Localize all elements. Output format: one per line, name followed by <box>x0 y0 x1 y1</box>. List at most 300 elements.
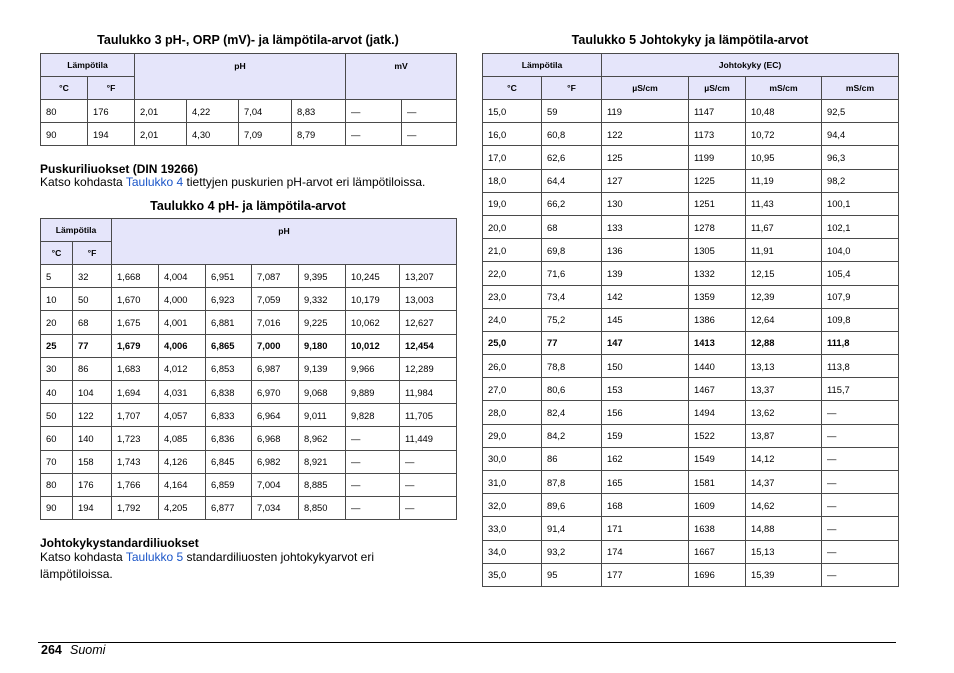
table-cell: 12,39 <box>746 285 822 308</box>
table3-celsius-header: °C <box>41 77 88 100</box>
table4-temp-header: Lämpötila <box>41 219 112 242</box>
table-cell: 21,0 <box>483 239 542 262</box>
table-cell: 10 <box>41 288 73 311</box>
table-cell: 1,675 <box>112 311 159 334</box>
table-cell: 1494 <box>689 401 746 424</box>
table-cell: 1696 <box>689 563 746 586</box>
table-row <box>483 401 899 424</box>
table-row <box>483 355 899 378</box>
table-cell: — <box>346 473 400 496</box>
table-cell: 78,8 <box>542 355 602 378</box>
table-cell: 30,0 <box>483 447 542 470</box>
table-cell: 142 <box>602 285 689 308</box>
table-row <box>41 473 457 496</box>
table-cell: 9,828 <box>346 404 400 427</box>
table-cell: 1440 <box>689 355 746 378</box>
table-row <box>41 450 457 473</box>
table-cell: 93,2 <box>542 540 602 563</box>
table-cell: 33,0 <box>483 517 542 540</box>
table-row <box>41 288 457 311</box>
table-cell: 50 <box>41 404 73 427</box>
table-cell: 7,087 <box>252 265 299 288</box>
table-cell: 174 <box>602 540 689 563</box>
table-cell: 94,4 <box>822 123 899 146</box>
table-cell: 6,838 <box>206 380 252 403</box>
table4-fahrenheit-header: °F <box>73 242 112 265</box>
table-cell: — <box>346 450 400 473</box>
table-cell: 35,0 <box>483 563 542 586</box>
table-row <box>41 357 457 380</box>
table-cell: 1,683 <box>112 357 159 380</box>
table-cell: 60,8 <box>542 123 602 146</box>
table-cell: 50 <box>73 288 112 311</box>
conductivity-heading: Johtokykystandardiliuokset <box>40 536 199 550</box>
table-cell: 4,057 <box>159 404 206 427</box>
table-cell: 7,004 <box>252 473 299 496</box>
table-cell: 26,0 <box>483 355 542 378</box>
table4-body <box>41 265 457 520</box>
table-cell: 139 <box>602 262 689 285</box>
table-cell: 15,13 <box>746 540 822 563</box>
table-cell: 6,951 <box>206 265 252 288</box>
table-row <box>483 331 899 354</box>
table-cell: 80 <box>41 473 73 496</box>
table3-caption: Taulukko 3 pH-, ORP (mV)- ja lämpötila-arvot (jatk.) <box>97 33 399 47</box>
table-row <box>41 123 457 146</box>
table-cell: 60 <box>41 427 73 450</box>
table-cell: 1,723 <box>112 427 159 450</box>
table-cell: 9,395 <box>299 265 346 288</box>
table5-link[interactable]: Taulukko 5 <box>125 550 184 564</box>
table3-temp-header: Lämpötila <box>41 54 135 77</box>
table-cell: 1638 <box>689 517 746 540</box>
table-cell: 136 <box>602 239 689 262</box>
buffers-heading: Puskuriliuokset (DIN 19266) <box>40 162 199 176</box>
table-cell: 4,22 <box>187 100 239 123</box>
table-cell: 34,0 <box>483 540 542 563</box>
table-cell: — <box>822 494 899 517</box>
table-cell: 13,62 <box>746 401 822 424</box>
table-cell: — <box>822 540 899 563</box>
table-cell: 4,000 <box>159 288 206 311</box>
footer-divider <box>38 642 896 643</box>
table-cell: 1278 <box>689 215 746 238</box>
table-cell: 69,8 <box>542 239 602 262</box>
table-cell: 82,4 <box>542 401 602 424</box>
table-cell: 14,12 <box>746 447 822 470</box>
table-cell: 10,72 <box>746 123 822 146</box>
table-cell: 64,4 <box>542 169 602 192</box>
table-cell: 12,88 <box>746 331 822 354</box>
table-cell: 7,059 <box>252 288 299 311</box>
table-cell: 7,000 <box>252 334 299 357</box>
table-cell: 32 <box>73 265 112 288</box>
table-row <box>41 380 457 403</box>
conductivity-text-after: standardiliuosten johtokykyarvot eri <box>183 550 374 564</box>
table-cell: 6,877 <box>206 496 252 519</box>
table-cell: 11,91 <box>746 239 822 262</box>
table-cell: 1413 <box>689 331 746 354</box>
table5-temp-header: Lämpötila <box>483 54 602 77</box>
table3-body <box>41 100 457 146</box>
table-cell: 91,4 <box>542 517 602 540</box>
table-cell: 77 <box>542 331 602 354</box>
table-cell: 168 <box>602 494 689 517</box>
table-cell: — <box>822 447 899 470</box>
table-cell: 4,004 <box>159 265 206 288</box>
table5-unit-header: µS/cm <box>602 77 689 100</box>
table4 <box>40 218 457 520</box>
table-cell: 77 <box>73 334 112 357</box>
table-cell: 1,679 <box>112 334 159 357</box>
table-row <box>41 496 457 519</box>
table-row <box>483 378 899 401</box>
table4-link[interactable]: Taulukko 4 <box>125 175 184 189</box>
table-cell: 145 <box>602 308 689 331</box>
table-cell: 86 <box>542 447 602 470</box>
table-cell: 156 <box>602 401 689 424</box>
table-cell: 1,707 <box>112 404 159 427</box>
table-cell: 1,792 <box>112 496 159 519</box>
table-cell: 1199 <box>689 146 746 169</box>
table-cell: 115,7 <box>822 378 899 401</box>
table-row <box>41 311 457 334</box>
table-cell: 153 <box>602 378 689 401</box>
page-number: 264 <box>41 643 62 657</box>
table-cell: 1332 <box>689 262 746 285</box>
table-cell: 9,068 <box>299 380 346 403</box>
conductivity-text-before: Katso kohdasta <box>40 550 126 564</box>
table-cell: 4,085 <box>159 427 206 450</box>
table-cell: 9,180 <box>299 334 346 357</box>
table-cell: 8,79 <box>292 123 346 146</box>
table5-unit-header: mS/cm <box>822 77 899 100</box>
table-cell: 6,964 <box>252 404 299 427</box>
table-row <box>483 471 899 494</box>
table-cell: 18,0 <box>483 169 542 192</box>
table-cell: 7,016 <box>252 311 299 334</box>
table-cell: 71,6 <box>542 262 602 285</box>
table-cell: 4,164 <box>159 473 206 496</box>
table-cell: — <box>400 473 457 496</box>
table-cell: — <box>402 123 457 146</box>
table-cell: 1467 <box>689 378 746 401</box>
table-cell: 111,8 <box>822 331 899 354</box>
table-cell: 13,87 <box>746 424 822 447</box>
table-row <box>483 517 899 540</box>
table3-fahrenheit-header: °F <box>88 77 135 100</box>
table-cell: 30 <box>41 357 73 380</box>
table-cell: 24,0 <box>483 308 542 331</box>
table-cell: 86 <box>73 357 112 380</box>
table-cell: 15,39 <box>746 563 822 586</box>
table-cell: 158 <box>73 450 112 473</box>
table5 <box>482 53 899 587</box>
table-cell: 68 <box>542 215 602 238</box>
table-cell: 10,95 <box>746 146 822 169</box>
table-row <box>483 308 899 331</box>
table-cell: 10,062 <box>346 311 400 334</box>
table-cell: 147 <box>602 331 689 354</box>
table-row <box>41 404 457 427</box>
table-cell: 16,0 <box>483 123 542 146</box>
table-cell: 1251 <box>689 192 746 215</box>
table-cell: 6,970 <box>252 380 299 403</box>
table-row <box>483 215 899 238</box>
table-cell: — <box>402 100 457 123</box>
table4-ph-header: pH <box>112 219 457 265</box>
table5-body <box>483 100 899 587</box>
table-cell: 13,003 <box>400 288 457 311</box>
table-cell: 90 <box>41 496 73 519</box>
table-cell: 9,966 <box>346 357 400 380</box>
table-cell: 10,179 <box>346 288 400 311</box>
table-cell: 4,126 <box>159 450 206 473</box>
table-cell: 12,454 <box>400 334 457 357</box>
table-cell: 4,001 <box>159 311 206 334</box>
buffers-text-before: Katso kohdasta <box>40 175 126 189</box>
table-cell: 14,88 <box>746 517 822 540</box>
table-row <box>41 334 457 357</box>
table-cell: 31,0 <box>483 471 542 494</box>
table-cell: 6,859 <box>206 473 252 496</box>
table-cell: 12,15 <box>746 262 822 285</box>
table-cell: 59 <box>542 100 602 123</box>
table-cell: — <box>346 427 400 450</box>
table-cell: 165 <box>602 471 689 494</box>
table4-celsius-header: °C <box>41 242 73 265</box>
table-cell: 7,034 <box>252 496 299 519</box>
table-cell: 1,670 <box>112 288 159 311</box>
table-cell: — <box>822 401 899 424</box>
table-cell: 19,0 <box>483 192 542 215</box>
table5-celsius-header: °C <box>483 77 542 100</box>
table-cell: 150 <box>602 355 689 378</box>
table-cell: 119 <box>602 100 689 123</box>
table-cell: 14,37 <box>746 471 822 494</box>
table-cell: 9,225 <box>299 311 346 334</box>
table-cell: 6,853 <box>206 357 252 380</box>
table-cell: — <box>400 496 457 519</box>
table-cell: 70 <box>41 450 73 473</box>
table-row <box>483 100 899 123</box>
table-row <box>41 265 457 288</box>
table-row <box>483 424 899 447</box>
table-cell: 8,885 <box>299 473 346 496</box>
table-cell: 1173 <box>689 123 746 146</box>
table-cell: 22,0 <box>483 262 542 285</box>
table-cell: 104,0 <box>822 239 899 262</box>
table-cell: 1386 <box>689 308 746 331</box>
table-cell: 113,8 <box>822 355 899 378</box>
table-cell: 1225 <box>689 169 746 192</box>
table-cell: 102,1 <box>822 215 899 238</box>
table-cell: 25 <box>41 334 73 357</box>
table-cell: 4,205 <box>159 496 206 519</box>
table-cell: 104 <box>73 380 112 403</box>
table-cell: 1,743 <box>112 450 159 473</box>
table-cell: 4,012 <box>159 357 206 380</box>
table3-mv-header: mV <box>346 54 457 100</box>
table5-unit-header: µS/cm <box>689 77 746 100</box>
table-row <box>483 169 899 192</box>
table-cell: 2,01 <box>135 123 187 146</box>
table-cell: — <box>822 471 899 494</box>
table-cell: 8,83 <box>292 100 346 123</box>
table-cell: 194 <box>88 123 135 146</box>
table5-caption: Taulukko 5 Johtokyky ja lämpötila-arvot <box>571 33 809 47</box>
table-cell: 5 <box>41 265 73 288</box>
table-cell: 6,987 <box>252 357 299 380</box>
table-row <box>483 540 899 563</box>
buffers-paragraph <box>40 174 460 191</box>
table-cell: 87,8 <box>542 471 602 494</box>
table4-caption: Taulukko 4 pH- ja lämpötila-arvot <box>150 199 346 213</box>
table-row <box>483 494 899 517</box>
table-cell: 176 <box>88 100 135 123</box>
table-cell: — <box>400 450 457 473</box>
table-cell: 1581 <box>689 471 746 494</box>
table-cell: 6,845 <box>206 450 252 473</box>
table-cell: 13,13 <box>746 355 822 378</box>
table-row <box>483 262 899 285</box>
table-cell: 130 <box>602 192 689 215</box>
table-cell: 11,19 <box>746 169 822 192</box>
table-row <box>483 192 899 215</box>
conductivity-paragraph <box>40 549 460 583</box>
table-row <box>41 427 457 450</box>
table-cell: 8,962 <box>299 427 346 450</box>
table-cell: 1609 <box>689 494 746 517</box>
table-cell: 1522 <box>689 424 746 447</box>
table-cell: 100,1 <box>822 192 899 215</box>
table-cell: 177 <box>602 563 689 586</box>
table-cell: 1,694 <box>112 380 159 403</box>
table-cell: 10,012 <box>346 334 400 357</box>
table-cell: 23,0 <box>483 285 542 308</box>
table-cell: 13,207 <box>400 265 457 288</box>
table-cell: 89,6 <box>542 494 602 517</box>
table3-ph-header: pH <box>135 54 346 100</box>
table-cell: — <box>822 517 899 540</box>
table-cell: — <box>346 100 402 123</box>
table-cell: 6,881 <box>206 311 252 334</box>
table-cell: 11,449 <box>400 427 457 450</box>
table-cell: 96,3 <box>822 146 899 169</box>
table-cell: 194 <box>73 496 112 519</box>
table-cell: 25,0 <box>483 331 542 354</box>
table5-unit-header: mS/cm <box>746 77 822 100</box>
table-cell: 125 <box>602 146 689 169</box>
table-cell: 7,04 <box>239 100 292 123</box>
table-cell: 8,921 <box>299 450 346 473</box>
table-cell: 107,9 <box>822 285 899 308</box>
table-cell: 9,332 <box>299 288 346 311</box>
table-cell: 80,6 <box>542 378 602 401</box>
table-cell: 6,982 <box>252 450 299 473</box>
table-cell: 80 <box>41 100 88 123</box>
table-cell: — <box>346 123 402 146</box>
table-cell: 10,245 <box>346 265 400 288</box>
table-cell: — <box>822 563 899 586</box>
table-cell: 11,67 <box>746 215 822 238</box>
table-cell: 109,8 <box>822 308 899 331</box>
table-cell: 12,627 <box>400 311 457 334</box>
table-cell: 11,984 <box>400 380 457 403</box>
table-cell: 20,0 <box>483 215 542 238</box>
table-cell: 1147 <box>689 100 746 123</box>
table-cell: 105,4 <box>822 262 899 285</box>
table-cell: 20 <box>41 311 73 334</box>
table-cell: 90 <box>41 123 88 146</box>
table3 <box>40 53 457 146</box>
table-row <box>483 239 899 262</box>
table-cell: 12,64 <box>746 308 822 331</box>
table-cell: 84,2 <box>542 424 602 447</box>
table-row <box>41 100 457 123</box>
table-cell: 9,889 <box>346 380 400 403</box>
table-cell: 40 <box>41 380 73 403</box>
table-row <box>483 563 899 586</box>
buffers-text-after: tiettyjen puskurien pH-arvot eri lämpötiloissa. <box>183 175 426 189</box>
table-cell: 176 <box>73 473 112 496</box>
table-cell: 8,850 <box>299 496 346 519</box>
table-cell: 6,836 <box>206 427 252 450</box>
table-row <box>483 285 899 308</box>
table-cell: 92,5 <box>822 100 899 123</box>
table-cell: 14,62 <box>746 494 822 517</box>
table-cell: 73,4 <box>542 285 602 308</box>
table-cell: 6,923 <box>206 288 252 311</box>
table-row <box>483 123 899 146</box>
table-cell: 127 <box>602 169 689 192</box>
table-cell: 1549 <box>689 447 746 470</box>
table5-ec-header: Johtokyky (EC) <box>602 54 899 77</box>
page-language: Suomi <box>70 643 106 657</box>
table-cell: 98,2 <box>822 169 899 192</box>
table-cell: — <box>822 424 899 447</box>
table-cell: 6,833 <box>206 404 252 427</box>
table-cell: 2,01 <box>135 100 187 123</box>
table-cell: 66,2 <box>542 192 602 215</box>
table-cell: 122 <box>602 123 689 146</box>
table-cell: 4,006 <box>159 334 206 357</box>
table-cell: 75,2 <box>542 308 602 331</box>
table-cell: 29,0 <box>483 424 542 447</box>
table-cell: 7,09 <box>239 123 292 146</box>
table5-fahrenheit-header: °F <box>542 77 602 100</box>
table-cell: 62,6 <box>542 146 602 169</box>
conductivity-text-line2: lämpötiloissa. <box>40 567 113 581</box>
table-cell: 13,37 <box>746 378 822 401</box>
table-cell: 1,668 <box>112 265 159 288</box>
table-cell: 4,30 <box>187 123 239 146</box>
table-cell: 12,289 <box>400 357 457 380</box>
table-cell: 10,48 <box>746 100 822 123</box>
table-cell: 1667 <box>689 540 746 563</box>
table-cell: 9,011 <box>299 404 346 427</box>
table-cell: 17,0 <box>483 146 542 169</box>
table-cell: 11,43 <box>746 192 822 215</box>
table-cell: 1305 <box>689 239 746 262</box>
table-cell: 6,865 <box>206 334 252 357</box>
table-cell: 11,705 <box>400 404 457 427</box>
table-cell: 28,0 <box>483 401 542 424</box>
table-cell: 32,0 <box>483 494 542 517</box>
table-cell: 140 <box>73 427 112 450</box>
table-cell: 4,031 <box>159 380 206 403</box>
table-cell: 95 <box>542 563 602 586</box>
